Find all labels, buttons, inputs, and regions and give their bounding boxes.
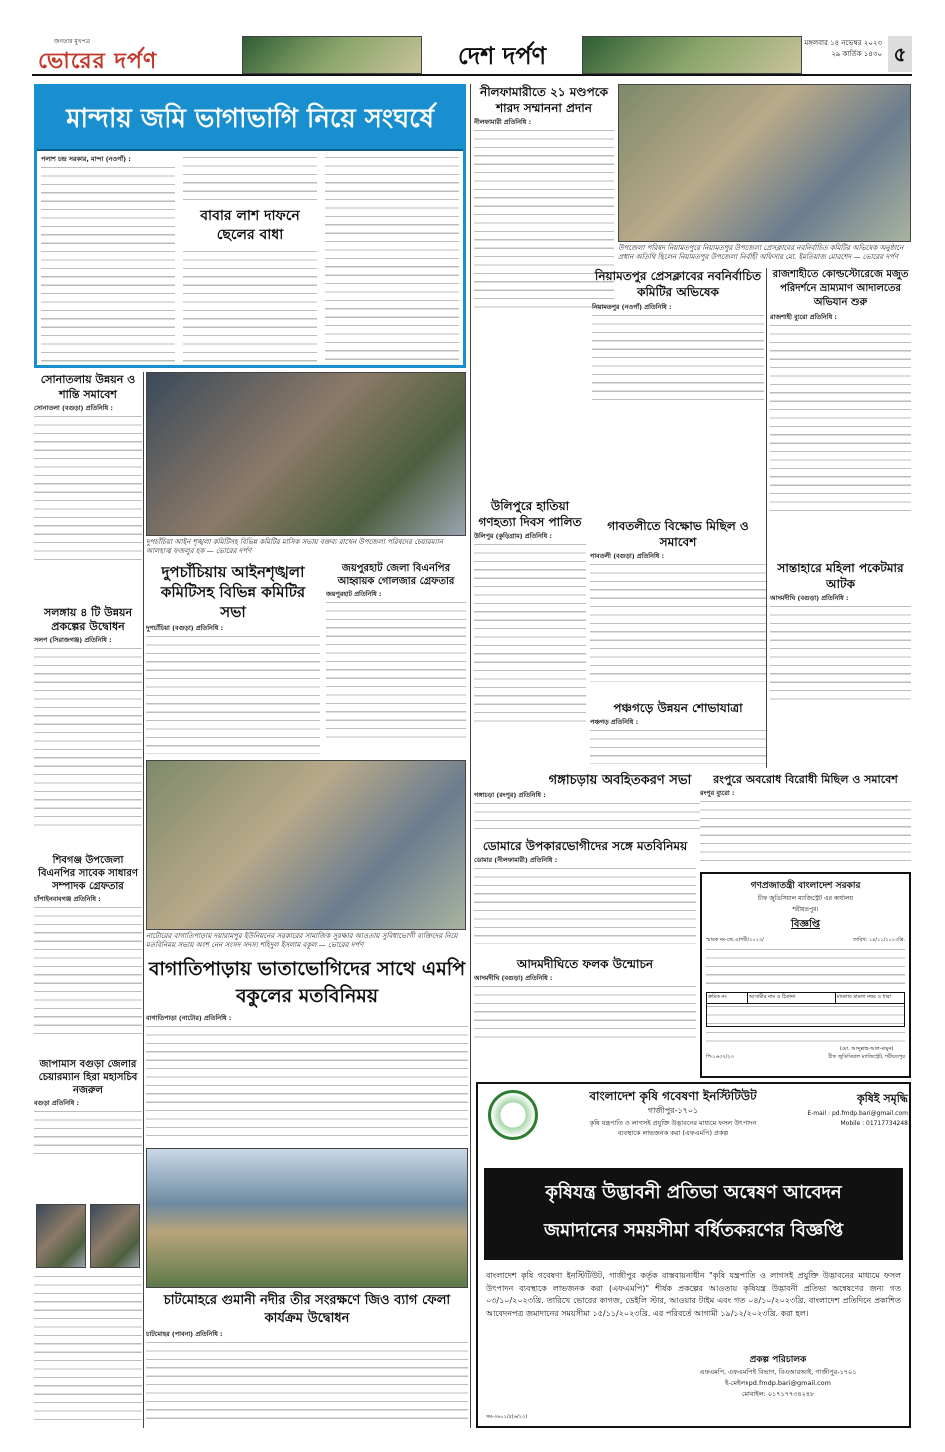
rangpur-body: [700, 799, 911, 861]
japamas-body: [34, 1109, 142, 1161]
gov-notice-title: বিজ্ঞপ্তি: [790, 919, 821, 930]
gov-notice-col-accused: আসামীর নাম ও ঠিকানা: [748, 993, 836, 1003]
sonatala-byline: সোনাতলা (বগুড়া) প্রতিনিধি :: [34, 404, 113, 412]
bagatipara-story: [146, 956, 468, 1142]
japamas-story: [34, 1058, 142, 1198]
gov-notice-body: [706, 947, 905, 989]
masthead-photo-strip-left: [242, 36, 422, 74]
shibganj-story: [34, 854, 142, 1054]
ulipur-story: [474, 498, 586, 768]
dupchanchia-body: [146, 634, 320, 754]
joypurhat-headline: জয়পুরহাট জেলা বিএনপির আহ্বায়ক গোলজার গ্রেফতার: [337, 563, 455, 587]
shibganj-body: [34, 905, 142, 1035]
rajshahi-byline: রাজশাহী ব্যুরো প্রতিনিধি :: [770, 313, 837, 321]
bagatipara-headline: বাগাতিপাড়ায় ভাতাভোগিদের সাথে এমপি বকুলের মতবিনিময়: [148, 958, 466, 1007]
gov-notice-line1: গণপ্রজাতন্ত্রী বাংলাদেশ সরকার: [750, 881, 861, 891]
bari-project-line2: ব্যবস্থাকে লাভজনক করা (এফএমপি) প্রকল্প: [617, 1129, 729, 1137]
panchagarh-byline: পঞ্চগড় প্রতিনিধি :: [590, 718, 639, 726]
bari-paragraph: বাংলাদেশ কৃষি গবেষণা ইনস্টিটিউট, গাজীপুর কর্তৃক বাস্তবায়নাধীন "কৃষি যন্ত্রপাতি ও লাগসই প্রযুক্তি উদ্ভাবনের মাধ্যমে ফসল উৎপাদন ব্যবস্থাকে লাভজনক করা (এফএমপি)" শীর্ষক প্রকল্পের আওতায় কৃষিযন্ত্র উদ্ভাবনী প্রতিভা অন্বেষণের জন্য গত ০৩/১০/২০২৩খ্রি. তারিখে ভোরের কাগজ, ডেইলি স্টার, আওয়ার টাইম এবং গত ০৪/১০/২০২৩খ্রি. বাংলাদেশ প্রতিদিনে প্রকাশিত আবেদনপত্র জমাদানের সময়সীমা ১৫/১১/২০২৩খ্রি. এর পরিবর্তে আগামী ১৯/১২/২০২৩খ্রি. করা হল।: [486, 1271, 901, 1318]
rajshahi-story: [770, 268, 911, 558]
logo-text: ভোরের দর্পণ: [38, 49, 158, 74]
logo-tagline: জনতার মুখপত্র: [54, 38, 91, 45]
salanga-body: [34, 646, 142, 826]
bagatipara-byline: বাগাতিপাড়া (নাটোর) প্রতিনিধি :: [146, 1014, 232, 1022]
adamdighi-headline: আদমদীঘিতে ফলক উন্মোচন: [516, 957, 654, 971]
bagatipara-photo: [146, 760, 466, 930]
panchagarh-headline: পঞ্চগড়ে উন্নয়ন শোভাযাত্রা: [613, 701, 743, 715]
domar-story: [474, 838, 696, 948]
bari-advertisement: [476, 1082, 911, 1428]
bagatipara-photo-caption: নাটোরের বাগাতিপাড়ায় দয়ারামপুর ইউনিয়নের সরকারের সামাজিক সুরক্ষার আওতায় সুবিধাভোগী ব্যক্তিদের নিয়ে মতবিনিময় সভায় অংশ নেন সংসদ সদস্য শহিদুল ইসলাম বকুল — ভোরের দর্পণ: [146, 932, 458, 949]
lead-col-2-top: [183, 155, 317, 203]
niyamatpur-photo: [618, 84, 911, 242]
joypurhat-story: [326, 562, 466, 757]
niyamatpur-byline: নিয়ামতপুর (নওগাঁ) প্রতিনিধি :: [592, 303, 672, 311]
gabtali-story: [590, 518, 766, 698]
santahar-story: [770, 560, 911, 760]
japamas-portrait-right: [90, 1204, 140, 1268]
niyamatpur-headline: নিয়ামতপুর প্রেসক্লাবের নবনির্বাচিত কমিটির অভিষেক: [594, 269, 762, 299]
date-gregorian: মঙ্গলবার ১৪ নভেম্বর ২০২৩: [804, 39, 882, 47]
salanga-byline: সলপ (সিরাজগঞ্জ) প্রতিনিধি :: [34, 636, 112, 644]
rangpur-story: [700, 772, 911, 868]
column-rule: [766, 268, 767, 768]
domar-body: [474, 866, 696, 944]
rajshahi-body: [770, 323, 911, 513]
ulipur-headline: উলিপুরে হাতিয়া গণহত্যা দিবস পালিত: [478, 499, 582, 529]
nilphamari-headline: নীলফামারীতে ২১ মণ্ডপকে শারদ সম্মাননা প্রদান: [480, 85, 608, 115]
bari-ref: সম-৩৬০১/৫(৬/২৩): [486, 1414, 528, 1420]
japamas-byline: বগুড়া প্রতিনিধি :: [34, 1099, 80, 1107]
gov-notice: [700, 872, 911, 1078]
rangpur-headline: রংপুরে অবরোধ বিরোধী মিছিল ও সমাবেশ: [713, 773, 898, 786]
adamdighi-byline: আদমদীঘি (বগুড়া) প্রতিনিধি :: [474, 974, 553, 982]
column-rule: [143, 372, 144, 1428]
dupchanchia-photo-caption: দুপচাঁচিয়া আইন শৃঙ্খলা কমিটিসহ বিভিন্ন কমিটির মাসিক সভায় বক্তব্য রাখেন উপজেলা পরিষদের চেয়ারম্যান আলহাজ্ব ফজলুর হক — ভোরের দর্পণ: [146, 538, 443, 555]
adamdighi-story: [474, 956, 696, 1046]
japamas-headline: জাপামাস বগুড়া জেলার চেয়ারম্যান হিরা মহাসচিব নজরুল: [38, 1059, 138, 1096]
masthead-logo: [32, 36, 242, 74]
dupchanchia-byline: দুপচাঁচিয়া (বগুড়া) প্রতিনিধি :: [146, 624, 224, 632]
joypurhat-body: [326, 600, 466, 740]
santahar-body: [770, 604, 911, 704]
bari-logo-icon: [488, 1090, 538, 1140]
gov-notice-memo: স্মারক নং-জে.এ/শরী/২০২৩/: [706, 937, 764, 943]
section-title: দেশ দর্পণ: [457, 42, 547, 70]
ulipur-body: [474, 542, 586, 722]
chatmohar-byline: চাটমোহর (পাবনা) প্রতিনিধি :: [146, 1330, 223, 1338]
santahar-headline: সান্তাহারে মহিলা পকেটমার আটক: [777, 561, 904, 591]
column-rule: [470, 84, 471, 1428]
bari-signature: [658, 1352, 898, 1400]
chatmohar-headline: চাটমোহরে গুমানী নদীর তীর সংরক্ষণে জিও ব্যাগ ফেলা কার্যক্রম উদ্বোধন: [163, 1293, 451, 1326]
niyamatpur-body: [592, 313, 764, 403]
lead-sub-headline: বাবার লাশ দাফনে ছেলের বাধা: [200, 208, 300, 243]
domar-headline: ডোমারে উপকারভোগীদের সঙ্গে মতবিনিময়: [482, 839, 688, 853]
masthead: [32, 34, 912, 76]
gov-notice-line2: চীফ জুডিসিয়াল ম্যাজিস্ট্রেট এর কার্যালয়: [757, 895, 854, 902]
bari-place: গাজীপুর-১৭০১: [647, 1106, 699, 1115]
japamas-body-lower: [34, 1274, 142, 1424]
chatmohar-body: [146, 1340, 468, 1420]
dupchanchia-headline: দুপচাঁচিয়ায় আইনশৃঙ্খলা কমিটিসহ বিভিন্ন কমিটির সভা: [160, 563, 306, 621]
sonatala-story: [34, 372, 142, 602]
gangachara-byline: গঙ্গাচড়া (রংপুর) প্রতিনিধি :: [474, 791, 546, 799]
gov-notice-col-case: মামলার মামলা নম্বর ও ধারা: [836, 994, 892, 1000]
bari-signer-title: প্রকল্প পরিচালক: [749, 1355, 807, 1365]
page-number: ৫: [888, 36, 912, 72]
gov-notice-line3: শরীয়তপুর।: [792, 906, 819, 913]
gangachara-headline: গঙ্গাচড়ায় অবহিতকরণ সভা: [548, 773, 692, 788]
bari-mobile: Mobile : 01717734248: [840, 1120, 908, 1127]
gov-notice-col-serial: ক্রমিক নং: [707, 993, 748, 1003]
bari-signer-line2: ই-মেইলঃpd.fmdp.bari@gmail.com: [724, 1379, 831, 1387]
bagatipara-body: [146, 1024, 468, 1136]
dupchanchia-story: [146, 562, 320, 757]
lead-col-2-bottom: [183, 249, 317, 363]
shibganj-headline: শিবগঞ্জ উপজেলা বিএনপির সাবেক সাধারণ সম্পাদক গ্রেফতার: [38, 855, 138, 892]
gov-notice-table: [706, 992, 905, 1004]
bari-project-line1: কৃষি যন্ত্রপাতি ও লাগসই প্রযুক্তি উদ্ভাবনের মাধ্যমে ফসল উৎপাদন: [589, 1119, 757, 1127]
adamdighi-body: [474, 984, 696, 1044]
lead-byline: পলাশ চন্দ্র সরকার, মান্দা (নওগাঁ) :: [41, 155, 131, 163]
gov-notice-footer-text: [706, 1030, 905, 1044]
date-bengali: ২৯ কার্তিক ১৪৩০: [831, 50, 882, 58]
masthead-date: [802, 38, 882, 60]
dupchanchia-photo: [146, 372, 466, 536]
gabtali-body: [590, 562, 766, 682]
sonatala-body: [34, 414, 142, 564]
lead-headline-box: [37, 87, 463, 151]
gov-notice-table-body: [706, 1004, 905, 1027]
bari-right-title: কৃষিই সমৃদ্ধি: [856, 1092, 908, 1105]
sonatala-headline: সোনাতলায় উন্নয়ন ও শান্তি সমাবেশ: [40, 373, 136, 401]
chatmohar-photo: [146, 1148, 468, 1288]
panchagarh-story: [590, 700, 766, 768]
gov-notice-ref: পি-১৬৩৭/২৩: [706, 1054, 734, 1060]
bari-email: E-mail : pd.fmdp.bari@gmail.com: [807, 1110, 908, 1117]
rangpur-byline: রংপুর ব্যুরো :: [700, 789, 735, 797]
salanga-story: [34, 606, 142, 851]
lead-headline: মান্দায় জমি ভাগাভাগি নিয়ে সংঘর্ষে: [66, 104, 434, 134]
gabtali-byline: গাবতলী (বগুড়া) প্রতিনিধি :: [590, 552, 665, 560]
niyamatpur-photo-caption: উপজেলা পরিষদ নিয়ামতপুরে নিয়ামতপুর উপজেলা প্রেসক্লাবের নবনির্বাচিত কমিটির অভিষেক অনুষ্ঠানে প্রধান অতিথি ছিলেন নিয়ামতপুর উপজেলা নির্বাহী অফিসার মো. ইমতিয়াজ মোরশেদ — ভোরের দর্পণ: [618, 244, 904, 261]
japamas-portrait-left: [36, 1204, 86, 1268]
niyamatpur-story: [592, 268, 764, 508]
panchagarh-body: [590, 728, 766, 764]
gov-notice-signer-title: চীফ জুডিসিয়াল ম্যাজিস্ট্রেট, শরীয়তপুর: [828, 1054, 905, 1060]
lead-col-1: [41, 165, 175, 363]
masthead-photo-strip-right: [582, 36, 802, 74]
ulipur-byline: উলিপুর (কুড়িগ্রাম) প্রতিনিধি :: [474, 532, 552, 540]
lead-col-3: [325, 155, 459, 363]
salanga-headline: সলঙ্গায় ৪ টি উন্নয়ন প্রকল্পের উদ্বোধন: [43, 606, 133, 633]
bari-banner-line2: জমাদানের সময়সীমা বর্ধিতকরণের বিজ্ঞপ্তি: [543, 1220, 844, 1241]
joypurhat-byline: জয়পুরহাট প্রতিনিধি :: [326, 590, 382, 598]
bari-signer-line1: এফএমপি, এফএমপিই বিভাগ, বিএআরআই, গাজীপুর-১৭০১: [699, 1368, 857, 1376]
bari-signer-line3: মোবাইল: ০১৭১৭৭৩৪২৪৮: [741, 1390, 815, 1398]
santahar-byline: আদমদীঘি (বগুড়া) প্রতিনিধি :: [770, 594, 849, 602]
nilphamari-byline: নীলফামারী প্রতিনিধি :: [474, 118, 532, 126]
shibganj-byline: চাঁপাইনবাবগঞ্জ প্রতিনিধি :: [34, 895, 101, 903]
bari-banner-line1: কৃষিযন্ত্র উদ্ভাবনী প্রতিভা অন্বেষণ আবেদন: [545, 1182, 842, 1203]
gabtali-headline: গাবতলীতে বিক্ষোভ মিছিল ও সমাবেশ: [607, 519, 749, 549]
bari-org-name: বাংলাদেশ কৃষি গবেষণা ইনস্টিটিউট: [589, 1089, 757, 1103]
bari-banner: [484, 1168, 903, 1260]
domar-byline: ডোমার (নীলফামারী) প্রতিনিধি :: [474, 856, 558, 864]
lead-story: [34, 84, 466, 368]
chatmohar-story: [146, 1292, 468, 1428]
gov-notice-signer: (মো. আব্দুল্লাহ-আল-মামুন): [839, 1046, 894, 1052]
gov-notice-date: তারিখ: ১৪/১১/২০২৩খ্রি.: [852, 937, 905, 943]
rajshahi-headline: রাজশাহীতে কোল্ডস্টোরেজে মজুত পরিদর্শনে ভ্রাম্যমাণ আদালতের অভিযান শুরু: [772, 269, 909, 308]
